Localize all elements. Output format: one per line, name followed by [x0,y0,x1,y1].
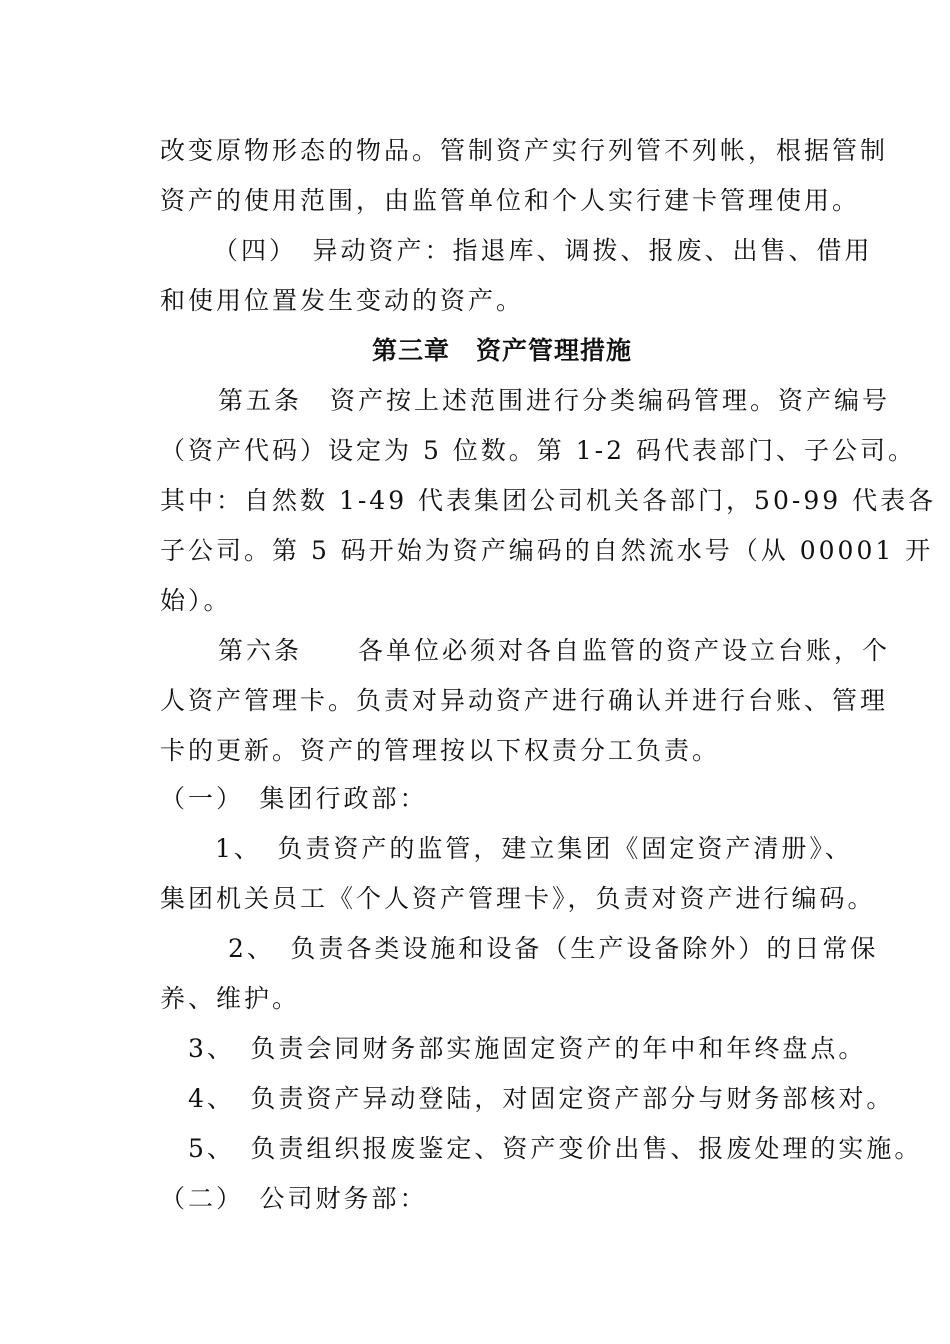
section-label: （一） 集团行政部： [160,784,428,813]
body-text-line: 第六条 各单位必须对各自监管的资产设立台账，个 [218,636,891,665]
body-text-line: 其中：自然数 1-49 代表集团公司机关各部门，50-99 代表各 [160,486,937,515]
list-item: 1、 负责资产的监管，建立集团《固定资产清册》、 [215,834,853,863]
chapter-heading: 第三章 资产管理措施 [372,336,633,365]
body-text-line: 人资产管理卡。负责对异动资产进行确认并进行台账、管理 [160,686,889,715]
body-text-line: 卡的更新。资产的管理按以下权责分工负责。 [160,736,721,765]
section-label: （二） 公司财务部： [160,1184,428,1213]
body-text-line: 集团机关员工《个人资产管理卡》，负责对资产进行编码。 [160,884,876,913]
list-item: 3、 负责会同财务部实施固定资产的年中和年终盘点。 [188,1034,867,1063]
body-text-line: 和使用位置发生变动的资产。 [160,286,525,315]
body-text-line: （四） 异动资产：指退库、调拨、报废、出售、借用 [213,236,873,265]
list-item: 2、 负责各类设施和设备（生产设备除外）的日常保 [228,934,879,963]
body-text-line: 养、维护。 [160,984,301,1013]
body-text-line: 始）。 [160,586,232,615]
body-text-line: 资产的使用范围，由监管单位和个人实行建卡管理使用。 [160,186,861,215]
body-text-line: 第五条 资产按上述范围进行分类编码管理。资产编号 [218,386,891,415]
body-text-line: 子公司。第 5 码开始为资产编码的自然流水号（从 00001 开 [160,536,934,565]
body-text-line: 改变原物形态的物品。管制资产实行列管不列帐，根据管制 [160,136,889,165]
list-item: 5、 负责组织报废鉴定、资产变价出售、报废处理的实施。 [188,1134,923,1163]
list-item: 4、 负责资产异动登陆，对固定资产部分与财务部核对。 [188,1084,895,1113]
body-text-line: （资产代码）设定为 5 位数。第 1-2 码代表部门、子公司。 [160,436,916,465]
